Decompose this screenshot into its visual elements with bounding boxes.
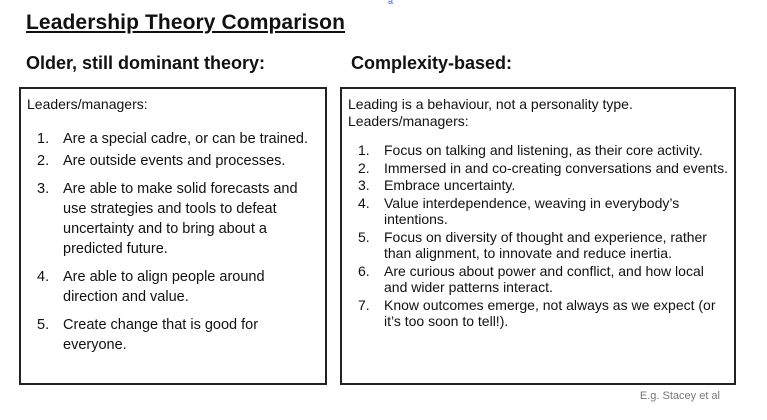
list-item — [25, 129, 321, 149]
list-number: 1. — [37, 131, 50, 147]
complexity-based-list — [346, 142, 730, 330]
list-text: Embrace uncertainty. — [384, 177, 516, 193]
list-text: Create change that is good for everyone. — [63, 317, 259, 353]
left-intro: Leaders/managers: — [27, 96, 148, 112]
list-item — [346, 142, 730, 159]
left-column-heading: Older, still dominant theory: — [26, 53, 266, 73]
list-text: Are curious about power and conflict, and how local and wider patterns interact. — [384, 262, 704, 295]
list-item — [346, 263, 730, 296]
older-theory-box — [19, 87, 327, 385]
list-number: 4. — [37, 269, 50, 285]
list-number: 1. — [358, 142, 370, 158]
complexity-based-box — [340, 87, 736, 385]
list-text: Know outcomes emerge, not always as we expect (or it’s too soon to tell!). — [384, 296, 716, 329]
list-item — [346, 160, 730, 177]
list-number: 3. — [358, 177, 370, 193]
list-number: 2. — [358, 159, 370, 176]
list-item — [346, 177, 730, 194]
older-theory-list — [25, 129, 321, 355]
source-caption: E.g. Stacey et al — [639, 390, 720, 402]
list-number: 2. — [37, 153, 50, 169]
top-edge-mark: a — [388, 0, 394, 6]
list-number: 4. — [358, 194, 370, 211]
list-text: Are a special cadre, or can be trained. — [63, 131, 309, 147]
list-number: 5. — [358, 228, 370, 245]
list-text: Are able to make solid forecasts and use strategies and tools to defeat uncertainty and to bring about a predicted future. — [63, 181, 298, 257]
list-number: 3. — [37, 181, 50, 197]
list-text: Focus on diversity of thought and experience, rather than alignment, to innovate and reduce inertia. — [384, 228, 707, 261]
list-item — [346, 229, 730, 262]
right-intro-statement: Leading is a behaviour, not a personality type. — [348, 96, 633, 112]
page-title: Leadership Theory Comparison — [26, 11, 346, 34]
list-text: Immersed in and co-creating conversations and events. — [384, 159, 728, 176]
list-item — [25, 179, 321, 259]
list-number: 6. — [358, 262, 370, 279]
right-column-heading: Complexity-based: — [351, 53, 513, 73]
list-number: 7. — [358, 296, 370, 313]
list-text: Are outside events and processes. — [63, 153, 286, 169]
list-text: Focus on talking and listening, as their core activity. — [384, 142, 703, 158]
list-text: Are able to align people around direction and value. — [63, 269, 265, 305]
list-item — [25, 151, 321, 171]
list-item — [346, 195, 730, 228]
list-item — [25, 267, 321, 307]
list-text: Value interdependence, weaving in everybody’s intentions. — [384, 194, 680, 227]
list-item — [346, 297, 730, 330]
list-number: 5. — [37, 317, 50, 333]
list-item — [25, 315, 321, 355]
right-intro: Leaders/managers: — [348, 113, 469, 129]
